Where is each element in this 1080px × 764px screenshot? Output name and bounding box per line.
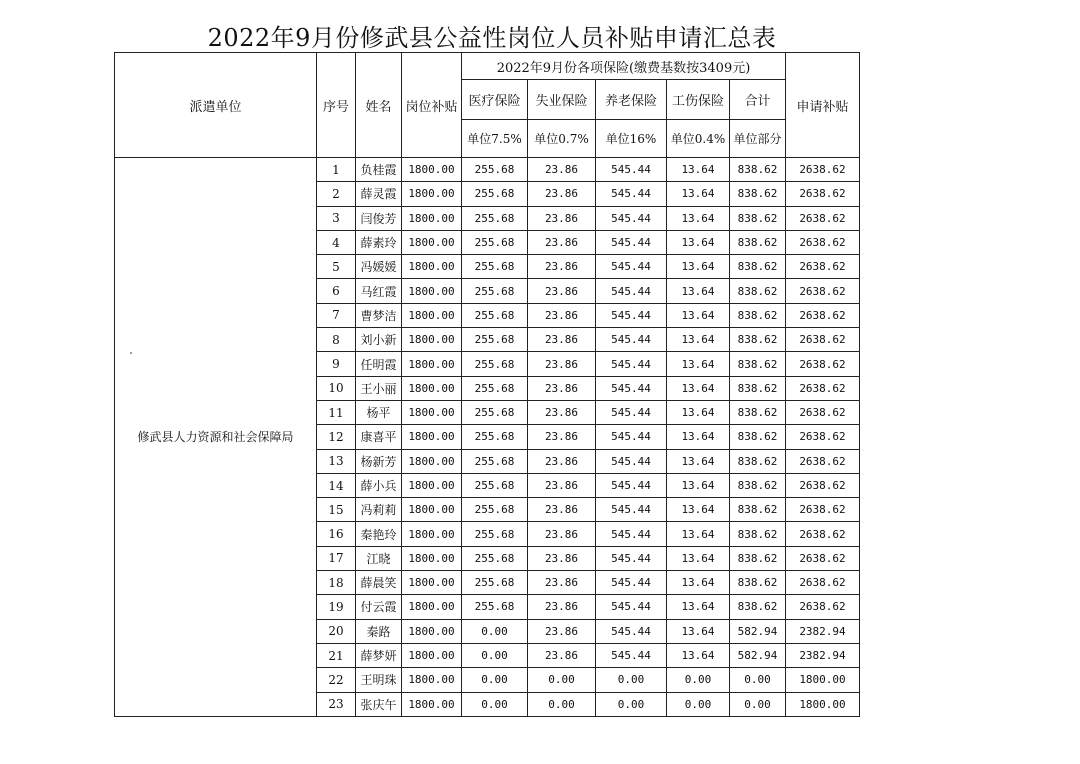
cell-injury: 13.64 xyxy=(667,303,730,327)
cell-name: 薛梦妍 xyxy=(356,643,402,667)
cell-post-subsidy: 1800.00 xyxy=(402,498,462,522)
cell-injury: 13.64 xyxy=(667,473,730,497)
cell-total: 838.62 xyxy=(730,230,786,254)
cell-post-subsidy: 1800.00 xyxy=(402,668,462,692)
cell-unemployment: 23.86 xyxy=(528,400,596,424)
cell-seq: 1 xyxy=(317,158,356,182)
cell-total: 0.00 xyxy=(730,668,786,692)
cell-seq: 6 xyxy=(317,279,356,303)
cell-post-subsidy: 1800.00 xyxy=(402,619,462,643)
cell-post-subsidy: 1800.00 xyxy=(402,352,462,376)
cell-total: 838.62 xyxy=(730,328,786,352)
cell-pension: 545.44 xyxy=(596,376,667,400)
cell-apply-subsidy: 2638.62 xyxy=(786,498,860,522)
cell-total: 838.62 xyxy=(730,425,786,449)
cell-seq: 7 xyxy=(317,303,356,327)
cell-post-subsidy: 1800.00 xyxy=(402,643,462,667)
cell-name: 任明霞 xyxy=(356,352,402,376)
cell-medical: 0.00 xyxy=(462,619,528,643)
cell-unemployment: 23.86 xyxy=(528,425,596,449)
cell-unemployment: 23.86 xyxy=(528,328,596,352)
cell-post-subsidy: 1800.00 xyxy=(402,158,462,182)
header-seq: 序号 xyxy=(317,53,356,158)
dept-cell: 修武县人力资源和社会保障局 xyxy=(115,158,317,717)
cell-unemployment: 23.86 xyxy=(528,376,596,400)
table-row xyxy=(115,158,860,182)
cell-apply-subsidy: 1800.00 xyxy=(786,692,860,716)
cell-injury: 13.64 xyxy=(667,546,730,570)
cell-name: 付云霞 xyxy=(356,595,402,619)
cell-medical: 255.68 xyxy=(462,595,528,619)
cell-name: 薛晨笑 xyxy=(356,571,402,595)
cell-unemployment: 23.86 xyxy=(528,498,596,522)
cell-medical: 255.68 xyxy=(462,279,528,303)
cell-post-subsidy: 1800.00 xyxy=(402,571,462,595)
header-name: 姓名 xyxy=(356,53,402,158)
cell-injury: 13.64 xyxy=(667,498,730,522)
cell-pension: 545.44 xyxy=(596,279,667,303)
cell-post-subsidy: 1800.00 xyxy=(402,255,462,279)
header-unemployment: 失业保险 xyxy=(528,80,596,120)
cell-name: 杨平 xyxy=(356,400,402,424)
cell-name: 张庆午 xyxy=(356,692,402,716)
subsidy-summary-table xyxy=(114,52,860,717)
cell-injury: 13.64 xyxy=(667,328,730,352)
cell-pension: 545.44 xyxy=(596,449,667,473)
header-dept: 派遣单位 xyxy=(115,53,317,158)
cell-post-subsidy: 1800.00 xyxy=(402,279,462,303)
cell-total: 838.62 xyxy=(730,595,786,619)
cell-apply-subsidy: 2638.62 xyxy=(786,522,860,546)
cell-apply-subsidy: 2638.62 xyxy=(786,376,860,400)
cell-post-subsidy: 1800.00 xyxy=(402,473,462,497)
cell-total: 838.62 xyxy=(730,255,786,279)
cell-total: 838.62 xyxy=(730,206,786,230)
cell-post-subsidy: 1800.00 xyxy=(402,182,462,206)
cell-medical: 255.68 xyxy=(462,425,528,449)
cell-medical: 255.68 xyxy=(462,255,528,279)
cell-name: 马红霞 xyxy=(356,279,402,303)
cell-medical: 255.68 xyxy=(462,571,528,595)
cell-seq: 11 xyxy=(317,400,356,424)
cell-name: 薛小兵 xyxy=(356,473,402,497)
cell-seq: 16 xyxy=(317,522,356,546)
header-pension: 养老保险 xyxy=(596,80,667,120)
cell-apply-subsidy: 2638.62 xyxy=(786,473,860,497)
header-medical: 医疗保险 xyxy=(462,80,528,120)
cell-injury: 13.64 xyxy=(667,643,730,667)
cell-medical: 255.68 xyxy=(462,400,528,424)
cell-total: 838.62 xyxy=(730,546,786,570)
cell-medical: 255.68 xyxy=(462,206,528,230)
header-pension-rate: 单位16% xyxy=(596,120,667,158)
cell-seq: 12 xyxy=(317,425,356,449)
table-body xyxy=(115,158,860,717)
cell-medical: 0.00 xyxy=(462,668,528,692)
cell-unemployment: 23.86 xyxy=(528,158,596,182)
cell-seq: 23 xyxy=(317,692,356,716)
cell-apply-subsidy: 2638.62 xyxy=(786,546,860,570)
cell-injury: 13.64 xyxy=(667,619,730,643)
cell-apply-subsidy: 1800.00 xyxy=(786,668,860,692)
cell-injury: 13.64 xyxy=(667,206,730,230)
cell-apply-subsidy: 2638.62 xyxy=(786,255,860,279)
cell-total: 838.62 xyxy=(730,158,786,182)
cell-seq: 21 xyxy=(317,643,356,667)
cell-medical: 255.68 xyxy=(462,376,528,400)
cell-seq: 22 xyxy=(317,668,356,692)
cell-post-subsidy: 1800.00 xyxy=(402,376,462,400)
cell-medical: 255.68 xyxy=(462,158,528,182)
cell-pension: 545.44 xyxy=(596,230,667,254)
cell-unemployment: 23.86 xyxy=(528,230,596,254)
cell-unemployment: 23.86 xyxy=(528,546,596,570)
cell-seq: 5 xyxy=(317,255,356,279)
cell-apply-subsidy: 2638.62 xyxy=(786,400,860,424)
cell-medical: 255.68 xyxy=(462,352,528,376)
cell-apply-subsidy: 2638.62 xyxy=(786,352,860,376)
cell-total: 838.62 xyxy=(730,400,786,424)
cell-post-subsidy: 1800.00 xyxy=(402,230,462,254)
cell-seq: 8 xyxy=(317,328,356,352)
cell-apply-subsidy: 2638.62 xyxy=(786,182,860,206)
cell-post-subsidy: 1800.00 xyxy=(402,692,462,716)
cell-total: 838.62 xyxy=(730,473,786,497)
cell-unemployment: 0.00 xyxy=(528,692,596,716)
cell-name: 江晓 xyxy=(356,546,402,570)
cell-pension: 545.44 xyxy=(596,498,667,522)
cell-unemployment: 23.86 xyxy=(528,279,596,303)
cell-injury: 13.64 xyxy=(667,182,730,206)
cell-unemployment: 23.86 xyxy=(528,255,596,279)
cell-post-subsidy: 1800.00 xyxy=(402,595,462,619)
cell-post-subsidy: 1800.00 xyxy=(402,328,462,352)
cell-unemployment: 23.86 xyxy=(528,619,596,643)
cell-medical: 255.68 xyxy=(462,230,528,254)
cell-medical: 0.00 xyxy=(462,643,528,667)
cell-pension: 545.44 xyxy=(596,206,667,230)
cell-unemployment: 23.86 xyxy=(528,182,596,206)
cell-total: 838.62 xyxy=(730,352,786,376)
cell-medical: 255.68 xyxy=(462,546,528,570)
cell-unemployment: 23.86 xyxy=(528,473,596,497)
cell-unemployment: 23.86 xyxy=(528,352,596,376)
cell-injury: 13.64 xyxy=(667,352,730,376)
cell-seq: 19 xyxy=(317,595,356,619)
cell-name: 薛素玲 xyxy=(356,230,402,254)
cell-total: 0.00 xyxy=(730,692,786,716)
cell-seq: 3 xyxy=(317,206,356,230)
cell-apply-subsidy: 2638.62 xyxy=(786,571,860,595)
cell-pension: 545.44 xyxy=(596,182,667,206)
cell-unemployment: 23.86 xyxy=(528,595,596,619)
cell-pension: 545.44 xyxy=(596,158,667,182)
cell-pension: 545.44 xyxy=(596,303,667,327)
cell-apply-subsidy: 2638.62 xyxy=(786,425,860,449)
cell-pension: 545.44 xyxy=(596,595,667,619)
cell-injury: 13.64 xyxy=(667,230,730,254)
cell-seq: 20 xyxy=(317,619,356,643)
cell-post-subsidy: 1800.00 xyxy=(402,206,462,230)
cell-injury: 13.64 xyxy=(667,522,730,546)
cell-name: 秦路 xyxy=(356,619,402,643)
cell-medical: 255.68 xyxy=(462,328,528,352)
cell-pension: 0.00 xyxy=(596,668,667,692)
cell-seq: 10 xyxy=(317,376,356,400)
cell-name: 闫俊芳 xyxy=(356,206,402,230)
cell-post-subsidy: 1800.00 xyxy=(402,425,462,449)
header-total-unit: 单位部分 xyxy=(730,120,786,158)
cell-total: 838.62 xyxy=(730,303,786,327)
cell-post-subsidy: 1800.00 xyxy=(402,303,462,327)
cell-pension: 545.44 xyxy=(596,473,667,497)
cell-total: 838.62 xyxy=(730,571,786,595)
cell-injury: 13.64 xyxy=(667,571,730,595)
cell-injury: 13.64 xyxy=(667,158,730,182)
cell-unemployment: 23.86 xyxy=(528,449,596,473)
cell-pension: 545.44 xyxy=(596,425,667,449)
cell-name: 曹梦洁 xyxy=(356,303,402,327)
cell-medical: 255.68 xyxy=(462,473,528,497)
header-injury: 工伤保险 xyxy=(667,80,730,120)
cell-injury: 0.00 xyxy=(667,668,730,692)
scan-mark xyxy=(130,352,132,354)
cell-name: 刘小新 xyxy=(356,328,402,352)
cell-pension: 545.44 xyxy=(596,522,667,546)
cell-injury: 13.64 xyxy=(667,400,730,424)
cell-name: 康喜平 xyxy=(356,425,402,449)
cell-name: 王明珠 xyxy=(356,668,402,692)
cell-pension: 545.44 xyxy=(596,619,667,643)
page-title: 2022年9月份修武县公益性岗位人员补贴申请汇总表 xyxy=(207,24,777,52)
cell-pension: 0.00 xyxy=(596,692,667,716)
cell-post-subsidy: 1800.00 xyxy=(402,522,462,546)
cell-medical: 0.00 xyxy=(462,692,528,716)
cell-injury: 13.64 xyxy=(667,279,730,303)
cell-total: 838.62 xyxy=(730,182,786,206)
cell-total: 582.94 xyxy=(730,643,786,667)
cell-apply-subsidy: 2638.62 xyxy=(786,158,860,182)
cell-pension: 545.44 xyxy=(596,255,667,279)
cell-name: 杨新芳 xyxy=(356,449,402,473)
cell-unemployment: 23.86 xyxy=(528,206,596,230)
cell-unemployment: 23.86 xyxy=(528,643,596,667)
cell-pension: 545.44 xyxy=(596,400,667,424)
cell-injury: 13.64 xyxy=(667,449,730,473)
cell-total: 838.62 xyxy=(730,498,786,522)
cell-name: 冯媛媛 xyxy=(356,255,402,279)
cell-seq: 4 xyxy=(317,230,356,254)
cell-injury: 13.64 xyxy=(667,595,730,619)
cell-total: 838.62 xyxy=(730,279,786,303)
cell-unemployment: 0.00 xyxy=(528,668,596,692)
cell-apply-subsidy: 2638.62 xyxy=(786,206,860,230)
header-insurance-group: 2022年9月份各项保险(缴费基数按3409元) xyxy=(462,53,786,80)
cell-apply-subsidy: 2638.62 xyxy=(786,279,860,303)
cell-seq: 14 xyxy=(317,473,356,497)
cell-seq: 17 xyxy=(317,546,356,570)
cell-apply-subsidy: 2638.62 xyxy=(786,303,860,327)
cell-medical: 255.68 xyxy=(462,182,528,206)
cell-injury: 13.64 xyxy=(667,255,730,279)
cell-unemployment: 23.86 xyxy=(528,571,596,595)
cell-seq: 15 xyxy=(317,498,356,522)
header-total: 合计 xyxy=(730,80,786,120)
cell-apply-subsidy: 2638.62 xyxy=(786,449,860,473)
cell-apply-subsidy: 2638.62 xyxy=(786,595,860,619)
cell-post-subsidy: 1800.00 xyxy=(402,546,462,570)
cell-injury: 0.00 xyxy=(667,692,730,716)
cell-name: 冯莉莉 xyxy=(356,498,402,522)
cell-seq: 13 xyxy=(317,449,356,473)
header-post-subsidy: 岗位补贴 xyxy=(402,53,462,158)
cell-unemployment: 23.86 xyxy=(528,522,596,546)
cell-injury: 13.64 xyxy=(667,425,730,449)
cell-seq: 18 xyxy=(317,571,356,595)
cell-name: 薛灵霞 xyxy=(356,182,402,206)
header-unemployment-rate: 单位0.7% xyxy=(528,120,596,158)
header-apply-subsidy: 申请补贴 xyxy=(786,53,860,158)
cell-pension: 545.44 xyxy=(596,352,667,376)
cell-apply-subsidy: 2382.94 xyxy=(786,643,860,667)
cell-name: 负桂霞 xyxy=(356,158,402,182)
cell-total: 838.62 xyxy=(730,449,786,473)
cell-pension: 545.44 xyxy=(596,571,667,595)
cell-apply-subsidy: 2638.62 xyxy=(786,230,860,254)
cell-medical: 255.68 xyxy=(462,449,528,473)
cell-pension: 545.44 xyxy=(596,328,667,352)
cell-name: 秦艳玲 xyxy=(356,522,402,546)
header-medical-rate: 单位7.5% xyxy=(462,120,528,158)
header-injury-rate: 单位0.4% xyxy=(667,120,730,158)
cell-apply-subsidy: 2382.94 xyxy=(786,619,860,643)
cell-apply-subsidy: 2638.62 xyxy=(786,328,860,352)
cell-total: 582.94 xyxy=(730,619,786,643)
cell-total: 838.62 xyxy=(730,376,786,400)
cell-post-subsidy: 1800.00 xyxy=(402,400,462,424)
cell-name: 王小丽 xyxy=(356,376,402,400)
cell-pension: 545.44 xyxy=(596,546,667,570)
cell-seq: 9 xyxy=(317,352,356,376)
cell-medical: 255.68 xyxy=(462,498,528,522)
cell-medical: 255.68 xyxy=(462,303,528,327)
cell-seq: 2 xyxy=(317,182,356,206)
cell-total: 838.62 xyxy=(730,522,786,546)
cell-unemployment: 23.86 xyxy=(528,303,596,327)
cell-medical: 255.68 xyxy=(462,522,528,546)
cell-injury: 13.64 xyxy=(667,376,730,400)
cell-post-subsidy: 1800.00 xyxy=(402,449,462,473)
cell-pension: 545.44 xyxy=(596,643,667,667)
